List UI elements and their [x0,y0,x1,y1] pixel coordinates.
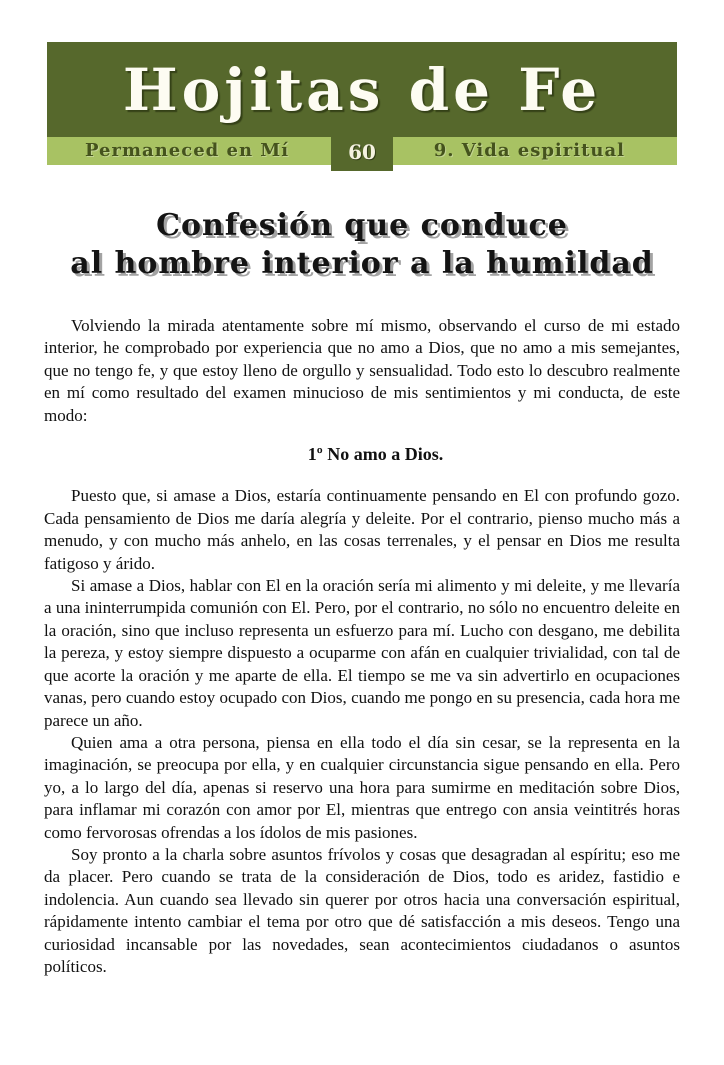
issue-number-badge: 60 [331,137,393,171]
article-body [44,315,680,978]
masthead-subbar [47,137,677,165]
body-paragraph: Quien ama a otra persona, piensa en ella todo el día sin cesar, se la representa en la imaginación, se preocupa por ella, y en cualquier circunstancia sigue pensando en ella. Pero yo, a lo largo del día, apenas si reservo una hora para sumirme en meditación sobre Dios, para inflamar mi corazón con amor por El, mientras que entrego con ansia veintitrés horas como fervorosas ofrendas a los ídolos de mis pasiones. [44,732,680,842]
body-paragraph: Puesto que, si amase a Dios, estaría continuamente pensando en El con profundo gozo. Cada pensamiento de Dios me daría alegría y deleite. Por el contrario, pienso mucho más a menudo, y con mucho más anhelo, en las cosas terrenales, y el pensar en Dios me resulta fatigoso y árido. [44,486,680,573]
body-paragraph: Soy pronto a la charla sobre asuntos frívolos y cosas que desagradan al espíritu; eso me da placer. Pero cuando se trata de la consideración de Dios, todo es aridez, fastidio e indolencia. Aun cuando sea llevado sin querer por otros hacia una conversación espiritual, rápidamente intento cambiar el tema por otro que dé satisfacción a mis deseos. Tengo una curiosidad incansable por las novedades, sean acontecimientos ciudadanos o asuntos políticos. [44,844,680,976]
masthead [47,42,677,165]
tagline-left-label: Permaneced en Mí [85,140,290,161]
article-title-line2: al hombre interior a la humildad [70,246,654,281]
series-label: 9. Vida espiritual [433,140,625,161]
intro-paragraph: Volviendo la mirada atentamente sobre mí mismo, observando el curso de mi estado interior, he comprobado por experiencia que no amo a Dios, que no amo a mis semejantes, que no tengo fe, y que estoy lleno de orgullo y sensualidad. Todo esto lo descubro realmente en mí como resultado del examen minucioso de mis sentimientos y mi conducta, de este modo: [44,316,680,425]
body-paragraph: Si amase a Dios, hablar con El en la oración sería mi alimento y mi deleite, y me llevaría a una ininterrumpida comunión con El. Pero, por el contrario, no sólo no encuentro deleite en la oración, sino que incluso representa un esfuerzo para mí. Lucho con desgano, me debilita la pereza, y estoy siempre dispuesto a ocuparme con afán en cualquier trivialidad, con tal de que acorte la oración y me aparte de ella. El tiempo se me va sin advertirlo en ocupaciones vanas, pero cuando estoy ocupado con Dios, cuando me pongo en su presencia, cada hora me parece un año. [44,576,680,730]
masthead-title: Hojitas de Fe [122,55,602,124]
masthead-banner [47,42,677,137]
article-title [0,207,724,283]
leaflet-page [0,42,724,1065]
section-heading: 1º No amo a Dios. [307,444,444,465]
article-title-line1: Confesión que conduce [156,208,568,243]
